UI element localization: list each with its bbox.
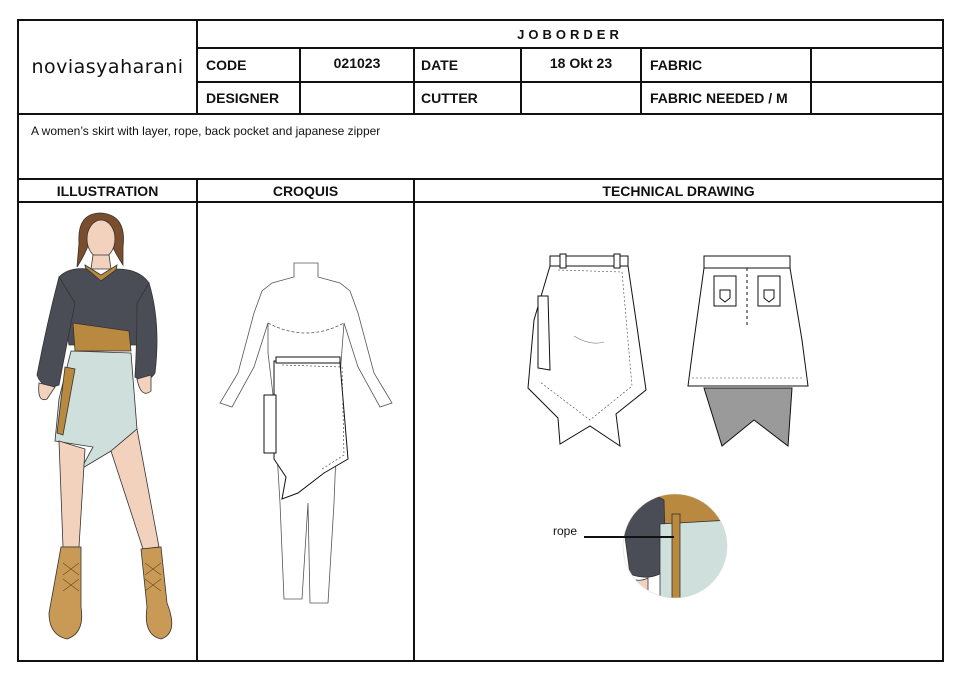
brand-logo: noviasyaharani [31,56,184,78]
date-label: DATE [421,57,459,73]
croquis-drawing [198,203,413,660]
annotation-leader-line [584,536,674,538]
description-text: A women’s skirt with layer, rope, back pocket and japanese zipper [31,124,381,138]
section-illustration: ILLUSTRATION [56,182,159,199]
section-technical-drawing: TECHNICAL DRAWING [602,182,755,199]
grid-line [17,113,944,115]
grid-line [640,47,642,114]
page-title: JOBORDER [517,26,623,42]
section-croquis: CROQUIS [272,182,339,199]
technical-back-view [682,250,817,455]
designer-value[interactable] [301,83,413,113]
cutter-value[interactable] [522,83,640,113]
date-value: 18 Okt 23 [549,55,613,71]
grid-line [413,178,415,662]
code-label: CODE [206,57,247,73]
fashion-illustration [19,203,196,660]
grid-line [413,47,415,114]
rope-annotation-label: rope [553,524,578,538]
fabric-needed-label: FABRIC NEEDED / M [650,90,788,106]
fabric-label: FABRIC [650,57,703,73]
code-value: 021023 [333,55,381,71]
fabric-needed-value[interactable] [812,83,942,113]
designer-label: DESIGNER [206,90,280,106]
technical-front-view [520,250,660,455]
cutter-label: CUTTER [421,90,478,106]
fabric-value[interactable] [812,49,942,81]
rope-detail-circle [620,490,730,602]
